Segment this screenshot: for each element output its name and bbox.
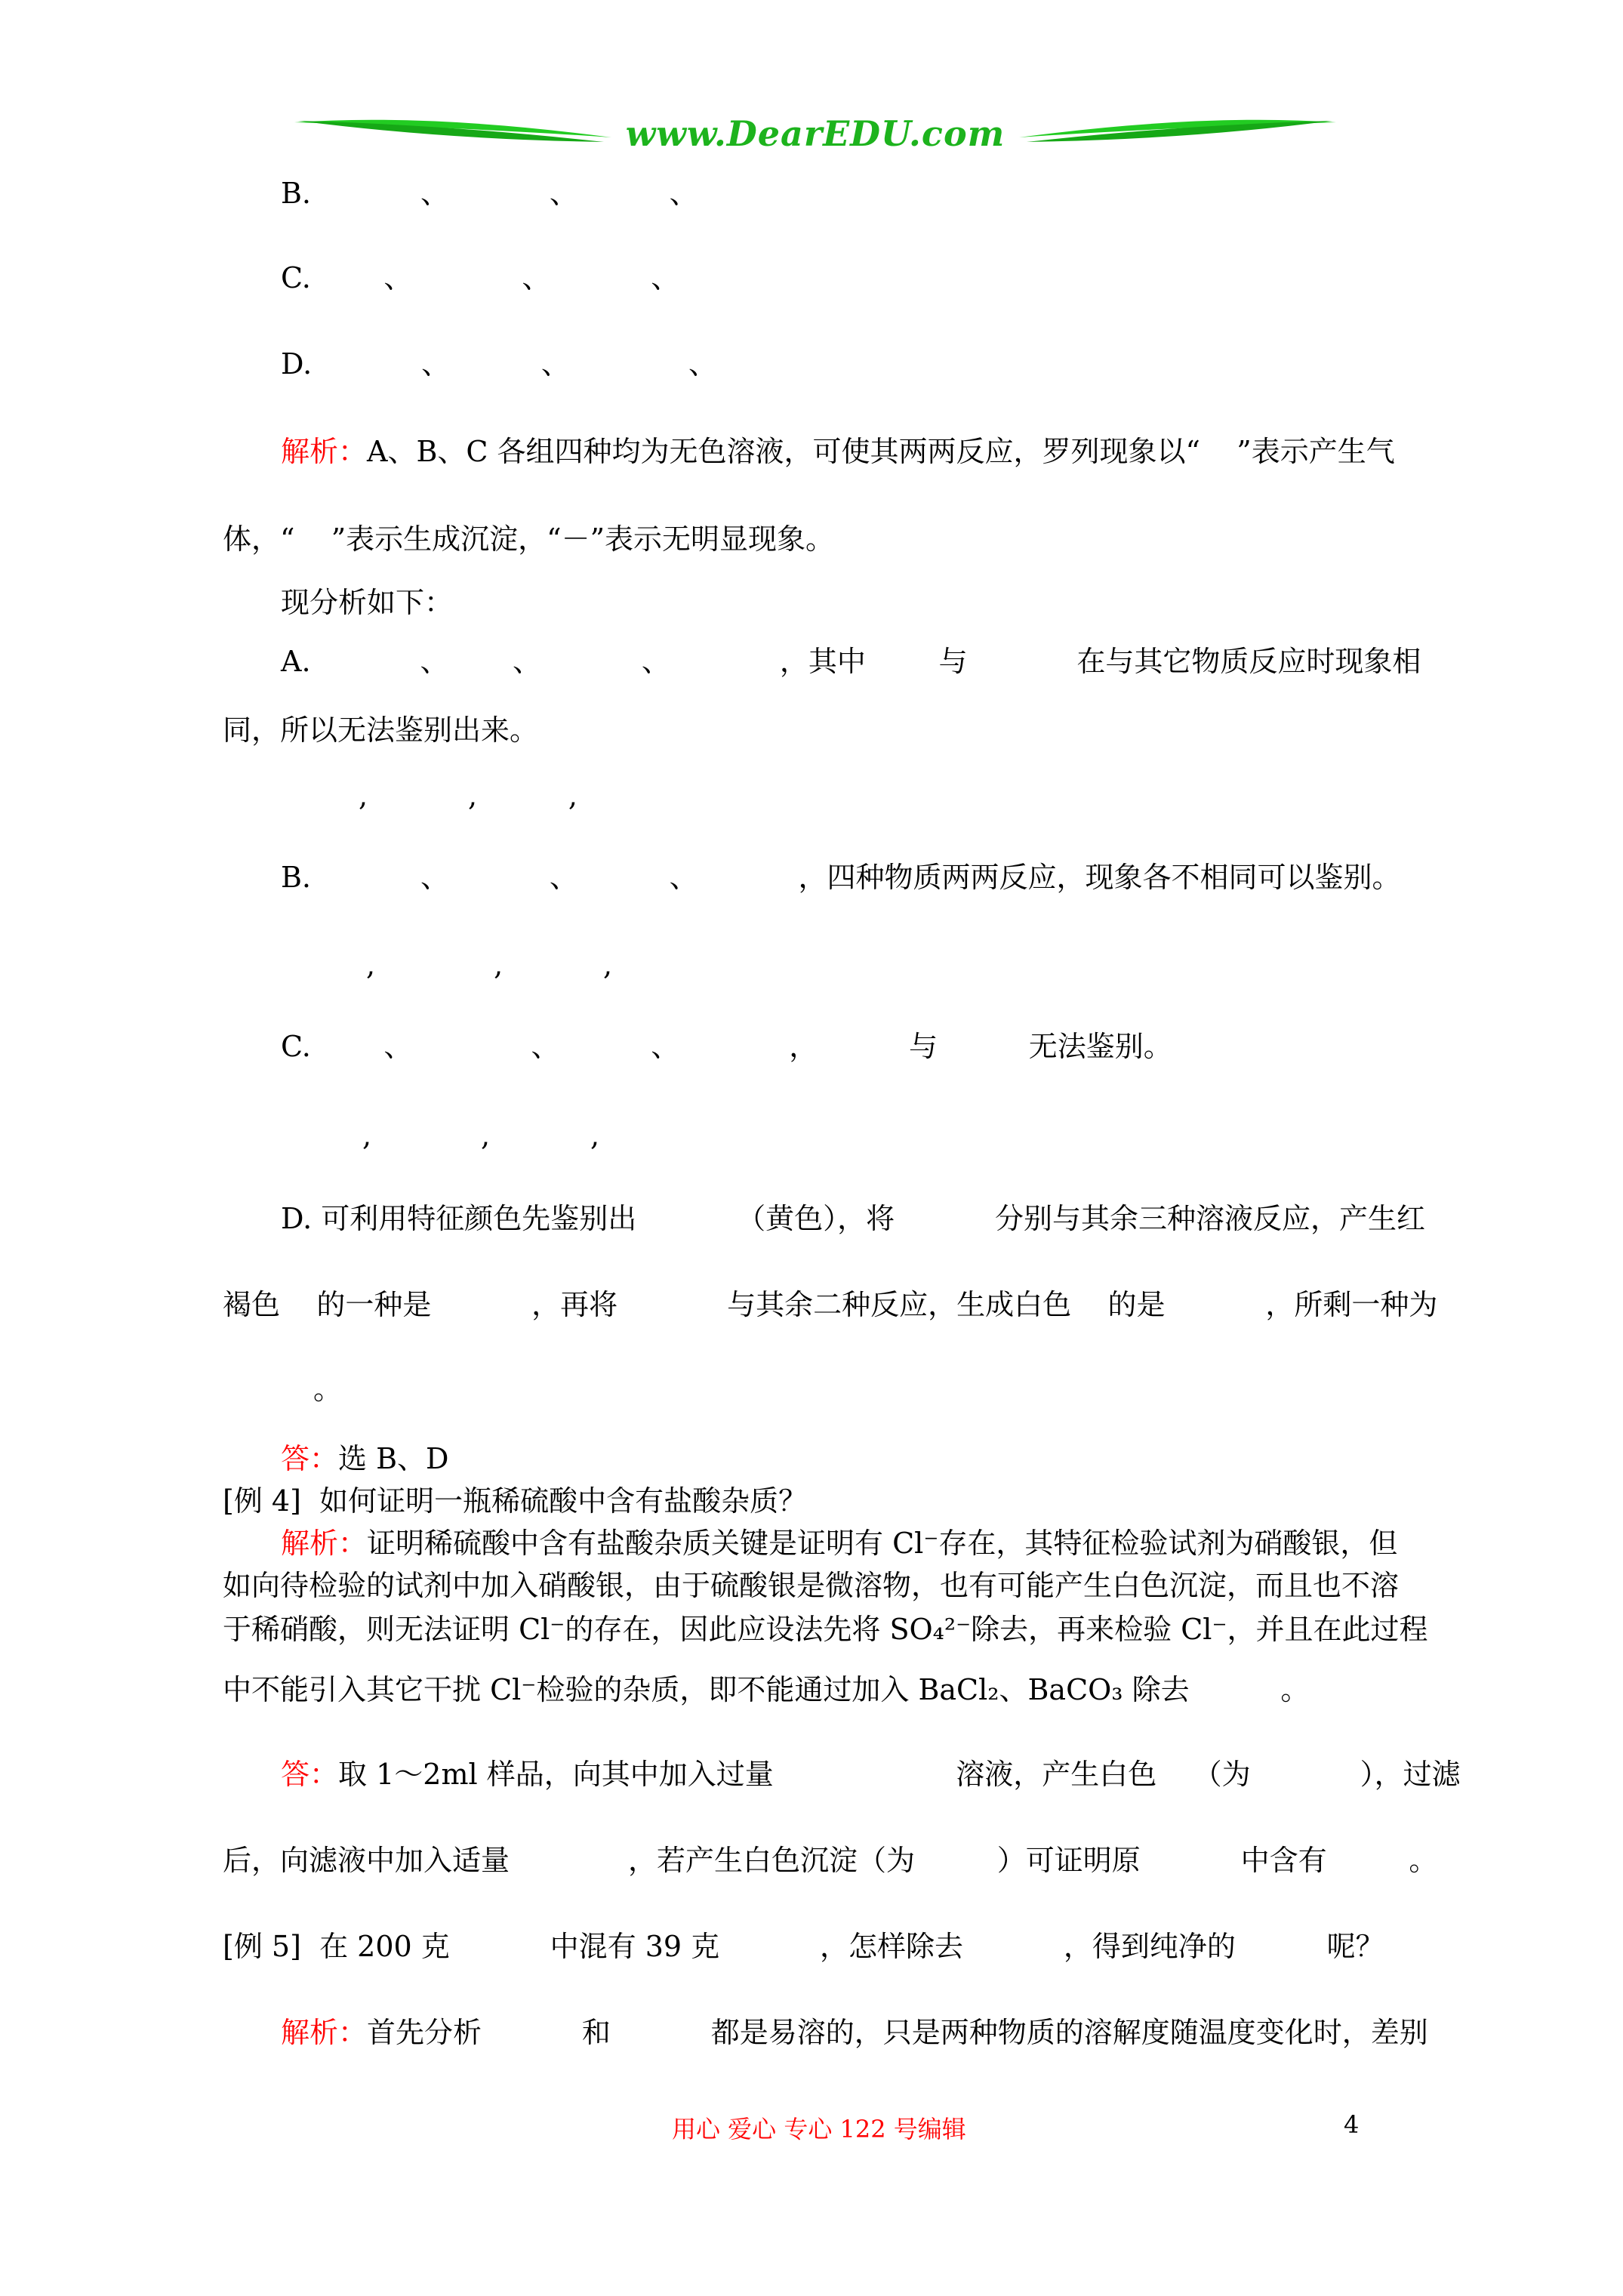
answer-label: 答： <box>281 1442 339 1475</box>
analysis-line-2: 体，“ ”表示生成沉淀，“－”表示无明显现象。 <box>223 522 835 556</box>
footer-text: 用心 爱心 专心 122 号编辑 <box>672 2115 966 2143</box>
example-5-title: [例 5] 在 200 克 中混有 39 克 ，怎样除去 ，得到纯净的 呢？ <box>223 1930 1384 1963</box>
example-4-line-2: 如向待检验的试剂中加入硝酸银，由于硫酸银是微溶物，也有可能产生白色沉淀，而且也不溶 <box>223 1569 1400 1602</box>
analysis-paragraph <box>281 433 1395 470</box>
answer-3 <box>281 1441 449 1477</box>
logo-text: www.DearEDU.com <box>625 113 1006 154</box>
analysis-label: 解析： <box>281 435 368 468</box>
line-option-c: C. 、 、 、 <box>281 261 680 294</box>
analysis-b-formula: , , , <box>366 948 613 982</box>
example-4-line-4: 中不能引入其它干扰 Cl⁻检验的杂质，即不能通过加入 BaCl₂、BaCO₃ 除去 。 <box>223 1673 1310 1706</box>
analysis-a: A. 、 、 、 ，其中 与 在与其它物质反应时现象相 <box>281 645 1421 678</box>
analysis-a-formula: , , , <box>359 779 577 812</box>
analysis-text: A、B、C 各组四种均为无色溶液，可使其两两反应，罗列现象以“ ”表示产生气 <box>367 435 1395 468</box>
example-4-title: [例 4] 如何证明一瓶稀硫酸中含有盐酸杂质？ <box>223 1484 808 1518</box>
analysis-label: 解析： <box>281 1527 368 1560</box>
analysis-intro: 现分析如下： <box>281 586 454 619</box>
analysis-d: D. 可利用特征颜色先鉴别出 （黄色），将 分别与其余三种溶液反应，产生红 <box>281 1202 1426 1235</box>
analysis-text: 证明稀硫酸中含有盐酸杂质关键是证明有 Cl⁻存在，其特征检验试剂为硝酸银，但 <box>367 1527 1398 1560</box>
example-4-answer <box>281 1756 1461 1792</box>
page-number: 4 <box>1344 2110 1360 2139</box>
analysis-text: 首先分析 和 都是易溶的，只是两种物质的溶解度随温度变化时，差别 <box>367 2016 1428 2049</box>
analysis-b: B. 、 、 、 ，四种物质两两反应，现象各不相同可以鉴别。 <box>281 861 1401 894</box>
analysis-c-formula: , , , <box>362 1119 600 1152</box>
analysis-a-cont: 同，所以无法鉴别出来。 <box>223 713 539 747</box>
analysis-label: 解析： <box>281 2016 368 2049</box>
answer-text: 选 B、D <box>338 1442 449 1475</box>
example-5-analysis <box>281 2014 1428 2051</box>
line-option-b: B. 、 、 、 <box>281 177 698 210</box>
answer-label: 答： <box>281 1758 339 1791</box>
header-logo <box>294 106 1336 166</box>
line-option-d: D. 、 、 、 <box>281 347 717 381</box>
analysis-d-end: 。 <box>313 1373 343 1406</box>
example-4-answer-cont: 后，向滤液中加入适量 ，若产生白色沉淀（为 ）可证明原 中含有 。 <box>223 1844 1438 1877</box>
analysis-c: C. 、 、 、 ， 与 无法鉴别。 <box>281 1030 1172 1063</box>
answer-text: 取 1～2ml 样品，向其中加入过量 溶液，产生白色 （为 ），过滤 <box>338 1758 1461 1791</box>
example-4-line-3: 于稀硝酸，则无法证明 Cl⁻的存在，因此应设法先将 SO₄²⁻除去，再来检验 Cl⁻，并且在此过程 <box>223 1613 1428 1646</box>
example-4-analysis <box>281 1525 1397 1561</box>
analysis-d-cont: 褐色 的一种是 ，再将 与其余二种反应，生成白色 的是 ，所剩一种为 <box>223 1288 1438 1321</box>
